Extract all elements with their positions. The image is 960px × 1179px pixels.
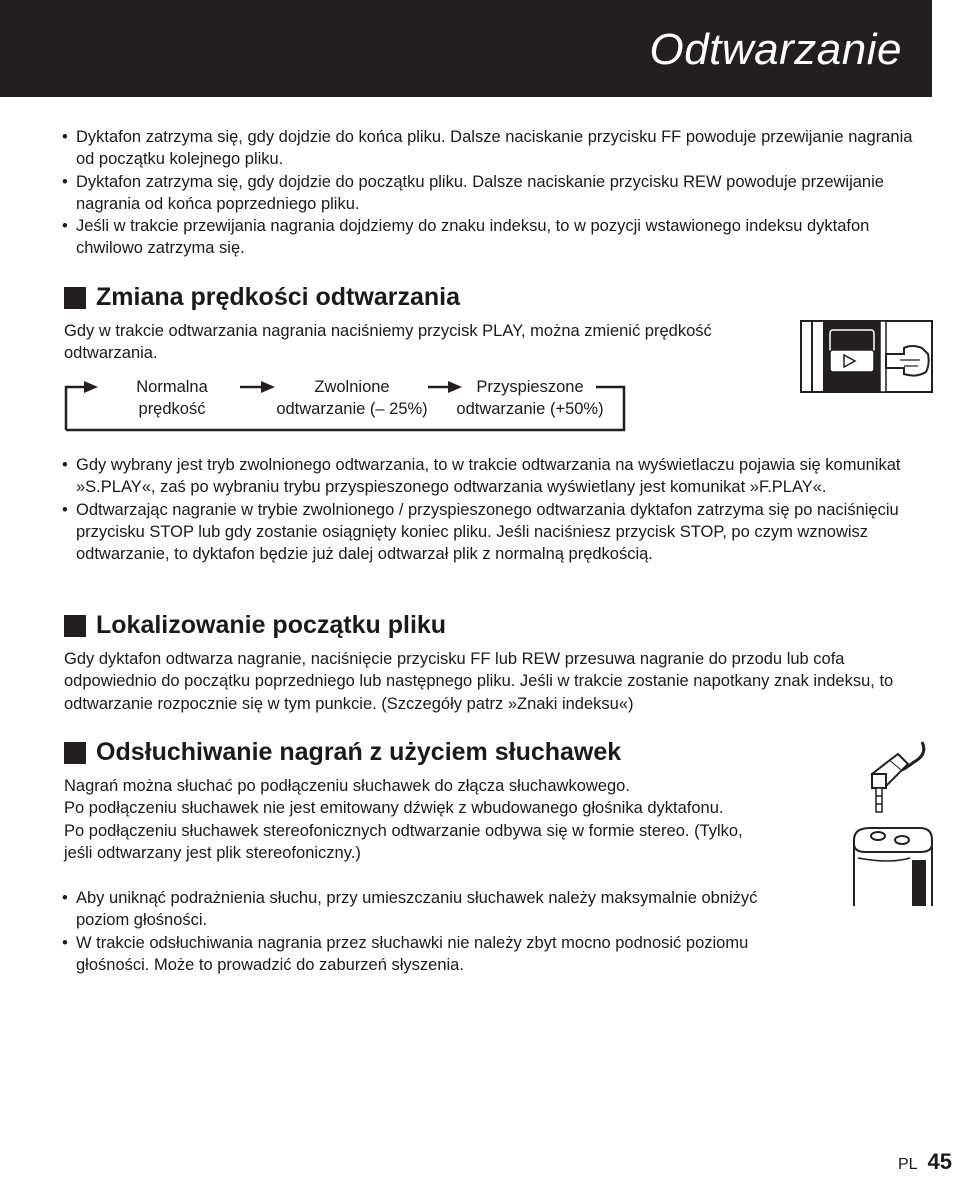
list-item: • Jeśli w trakcie przewijania nagrania dojdziemy do znaku indeksu, to w pozycji wstawionego indeksu dyktafon chwilowo zatrzyma się. — [62, 217, 870, 258]
list-item: • Gdy wybrany jest tryb zwolnionego odtwarzania, to w trakcie odtwarzania na wyświetlaczu pojawia się komunikat »S.PLAY«, zaś po wybraniu trybu przyspieszonego odtwarzania wyświetlany jest komunikat »F.PLAY«. — [62, 456, 901, 497]
list-item: • W trakcie odsłuchiwania nagrania przez słuchawki nie należy zbyt mocno podnosić poziomu głośności. Może to prowadzić do zaburzeń słyszenia. — [62, 933, 749, 974]
headphones-line: Po podłączeniu słuchawek stereofonicznych odtwarzanie odbywa się w formie stereo. (Tylko, jeśli odtwarzany jest plik stereofoniczny.) — [64, 821, 743, 862]
flow-step-fast: Przyspieszone odtwarzanie (+50%) — [456, 378, 604, 418]
flow-step-normal: Normalna prędkość — [136, 378, 208, 418]
list-item: • Dyktafon zatrzyma się, gdy dojdzie do końca pliku. Dalsze naciskanie przycisku FF powoduje przewijanie nagrania od początku kolejnego pliku. — [62, 128, 913, 169]
speed-bullet-list — [62, 454, 912, 565]
section-heading-headphones: Odsłuchiwanie nagrań z użyciem słuchawek — [64, 740, 621, 765]
section-heading-locate: Lokalizowanie początku pliku — [64, 613, 446, 638]
header-bar — [0, 0, 932, 97]
square-bullet-icon — [64, 742, 86, 764]
play-button-illustration — [800, 320, 934, 394]
list-item: • Aby uniknąć podrażnienia słuchu, przy umieszczaniu słuchawek należy maksymalnie obniżyć poziom głośności. — [62, 889, 758, 930]
list-item: • Odtwarzając nagranie w trybie zwolnionego / przyspieszonego odtwarzania dyktafon zatrzyma się po naciśnięciu przycisku STOP lub gdy zostanie osiągnięty koniec pliku. Jeśli naciśniesz przycisk STOP, po czym wznowisz odtwarzanie, to dyktafon będzie już dalej odtwarzał plik z normalną prędkością. — [62, 500, 899, 564]
headphone-plug-illustration — [850, 740, 934, 910]
intro-bullet-list — [62, 126, 932, 260]
locate-body-text: Gdy dyktafon odtwarza nagranie, naciśnięcie przycisku FF lub REW przesuwa nagranie do przodu lub cofa odpowiednio do początku poprzedniego lub następnego pliku. Jeśli w trakcie zostanie napotkany znak indeksu, to odtwarzanie rozpocznie się w tym punkcie. (Szczegóły patrz »Znaki indeksu«) — [64, 650, 894, 713]
page-footer — [898, 1149, 952, 1175]
square-bullet-icon — [64, 287, 86, 309]
headphones-text-block — [64, 775, 754, 864]
square-bullet-icon — [64, 615, 86, 637]
headphones-line: Nagrań można słuchać po podłączeniu słuchawek do złącza słuchawkowego. — [64, 777, 630, 795]
headphones-line: Po podłączeniu słuchawek nie jest emitowany dźwięk z wbudowanego głośnika dyktafonu. — [64, 799, 724, 818]
arrow-right-icon — [84, 381, 98, 393]
headphones-bullet-list — [62, 887, 762, 976]
flow-step-slow: Zwolnione odtwarzanie (– 25%) — [276, 378, 428, 418]
language-code: PL — [897, 1156, 918, 1173]
list-item: • Dyktafon zatrzyma się, gdy dojdzie do początku pliku. Dalsze naciskanie przycisku REW powoduje przewijanie nagrania od końca poprzedniego pliku. — [62, 172, 884, 213]
page-title: Odtwarzanie — [649, 25, 902, 74]
section-heading-speed: Zmiana prędkości odtwarzania — [64, 285, 460, 310]
speed-intro-text: Gdy w trakcie odtwarzania nagrania naciśniemy przycisk PLAY, można zmienić prędkość odtwarzania. — [64, 322, 712, 363]
page-number: 45 — [927, 1149, 952, 1174]
